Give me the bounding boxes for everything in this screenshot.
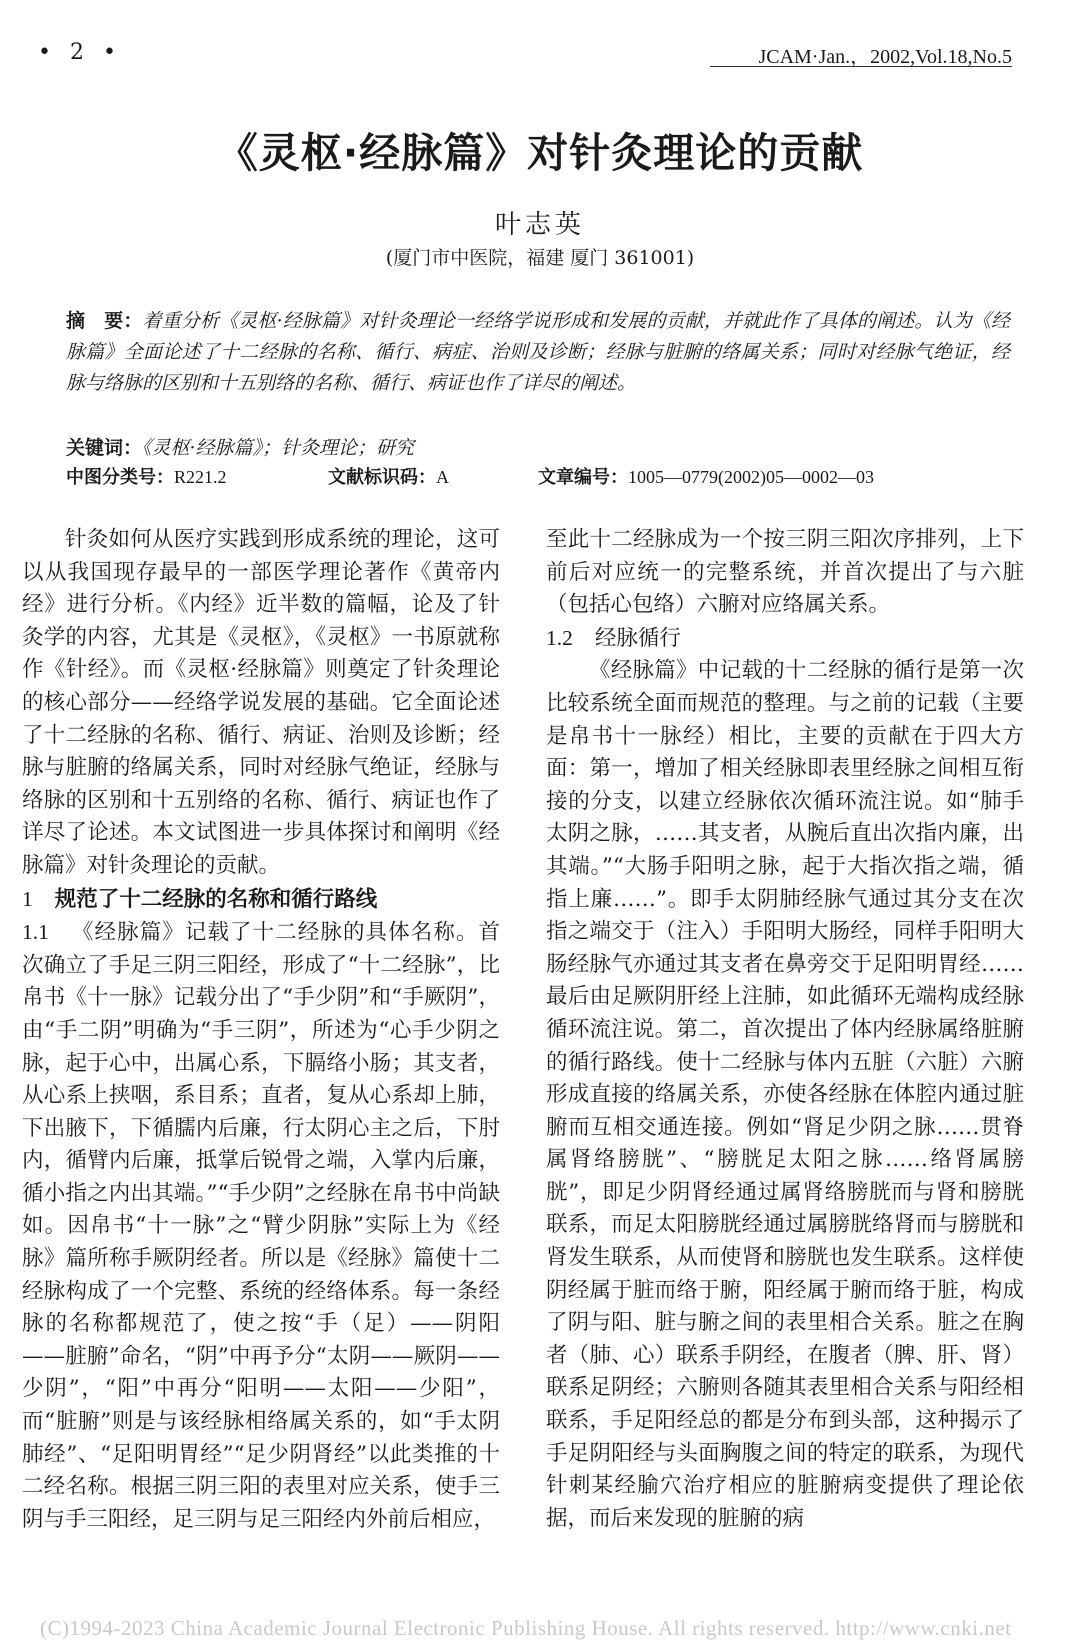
subsection-1-1 (22, 916, 500, 1536)
subsection-1-2-title: 经脉循行 (594, 625, 681, 651)
body-column-right (546, 524, 1024, 1535)
author-affiliation: (厦门市中医院，福建 厦门 361001) (385, 247, 695, 269)
clc-value: R221.2 (174, 467, 227, 487)
continued-paragraph: 至此十二经脉成为一个按三阴三阳次序排列，上下前后对应统一的完整系统，并首次提出了与六脏（包括心包络）六腑对应络属关系。 (546, 527, 1024, 618)
doc-code-label: 文献标识码： (328, 467, 436, 488)
article-number (538, 463, 874, 489)
abstract-text: 着重分析《灵枢·经脉篇》对针灸理论一经络学说形成和发展的贡献，并就此作了具体的阐述。认为《经脉篇》全面论述了十二经脉的名称、循行、病症、治则及诊断；经脉与脏腑的络属关系；同时对经脉气绝证，经脉与络脉的区别和十五别络的名称、循行、病证也作了详尽的阐述。 (66, 310, 1010, 394)
keywords (66, 433, 414, 460)
copyright-watermark: (C)1994-2023 China Academic Journal Electronic Publishing House. All rights reserved. http://www.cnki.net (40, 1616, 1012, 1640)
subsection-1-1-number: 1.1 (22, 920, 49, 945)
section-1-number: 1 (22, 886, 33, 911)
clc-number (66, 463, 227, 489)
subsection-1-2-paragraph: 《经脉篇》中记载的十二经脉的循行是第一次比较系统全面而规范的整理。与之前的记载（主要是帛书十一脉经）相比，主要的贡献在于四大方面：第一，增加了相关经脉即表里经脉之间相互衔接的分支，以建立经脉依次循环流注说。如“肺手太阴之脉，……其支者，从腕后直出次指内廉，出其端。”“大肠手阳明之脉，起于大指次指之端，循指上廉……”。即手太阴肺经脉气通过其分支在次指之端交于（注入）手阳明大肠经，同样手阳明大肠经脉气亦通过其支者在鼻旁交于足阳明胃经……最后由足厥阴肝经上注肺，如此循环无端构成经脉循环流注说。第二，首次提出了体内经脉属络脏腑的循行路线。使十二经脉与体内五脏（六脏）六腑形成直接的络属关系，亦使各经脉在体腔内通过脏腑而互相交通连接。例如“肾足少阴之脉……贯脊属肾络膀胱”、“膀胱足太阳之脉……络肾属膀胱”，即足少阴肾经通过属肾络膀胱而与肾和膀胱联系，而足太阳膀胱经通过属膀胱络肾而与膀胱和肾发生联系，从而使肾和膀胱也发生联系。这样使阴经属于脏而络于腑，阳经属于腑而络于脏，构成了阴与阳、脏与腑之间的表里相合关系。脏之在胸者（肺、心）联系手阴经，在腹者（脾、肝、肾）联系足阴经；六腑则各随其表里相合关系与阳经相联系，手足阳经总的都是分布到头部，这种揭示了手足阴阳经与头面胸腹之间的特定的联系，为现代针刺某经腧穴治疗相应的脏腑病变提供了理论依据，而后来发现的脏腑的病 (546, 658, 1024, 1531)
keywords-text: 《灵枢·经脉篇》；针灸理论；研究 (142, 437, 415, 459)
section-1-title: 规范了十二经脉的名称和循行路线 (54, 886, 378, 912)
abstract (66, 306, 1010, 399)
header-rule (710, 66, 1012, 67)
page-number: • 2 • (38, 40, 122, 65)
document-code (328, 463, 449, 489)
article-number-label: 文章编号： (538, 467, 628, 488)
subsection-1-1-text: 《经脉篇》记载了十二经脉的具体名称。首次确立了手足三阴三阳经，形成了“十二经脉”，比帛书《十一脉》记载分出了“手少阴”和“手厥阴”，由“手二阴”明确为“手三阴”，所述为“心手少阴之脉，起于心中，出属心系，下膈络小肠；其支者，从心系上挟咽，系目系；直者，复从心系却上肺，下出腋下，下循臑内后廉，行太阴心主之后，下肘内，循臂内后廉，抵掌后锐骨之端，入掌内后廉，循小指之内出其端。”“手少阴”之经脉在帛书中尚缺如。因帛书“十一脉”之“臂少阴脉”实际上为《经脉》篇所称手厥阴经者。所以是《经脉》篇使十二经脉构成了一个完整、系统的经络体系。每一条经脉的名称都规范了，使之按“手（足）——阴阳——脏腑”命名，“阴”中再予分“太阴——厥阴——少阴”，“阳”中再分“阳明——太阳——少阳”，而“脏腑”则是与该经脉相络属关系的，如“手太阴肺经”、“足阳明胃经”“足少阴肾经”以此类推的十二经名称。根据三阴三阳的表里对应关系，使手三阴与手三阳经，足三阴与足三阳经内外前后相应， (22, 920, 500, 1532)
intro-paragraph: 针灸如何从医疗实践到形成系统的理论，这可以从我国现存最早的一部医学理论著作《黄帝内经》进行分析。《内经》近半数的篇幅，论及了针灸学的内容，尤其是《灵枢》，《灵枢》一书原就称作《针经》。而《灵枢·经脉篇》则奠定了针灸理论的核心部分——经络学说发展的基础。它全面论述了十二经脉的名称、循行、病证、治则及诊断；经脉与脏腑的络属关系，同时对经脉气绝证，经脉与络脉的区别和十五别络的名称、循行、病证也作了详尽了论述。本文试图进一步具体探讨和阐明《经脉篇》对针灸理论的贡献。 (22, 527, 500, 878)
article-title: 《灵枢·经脉篇》对针灸理论的贡献 (216, 129, 864, 177)
abstract-label: 摘 要： (66, 310, 143, 332)
section-1-heading (22, 883, 500, 917)
article-number-value: 1005—0779(2002)05—0002—03 (628, 467, 874, 487)
body-column-left (22, 524, 500, 1536)
subsection-1-2-heading (546, 622, 1024, 656)
subsection-1-2-number: 1.2 (546, 625, 573, 650)
keywords-label: 关键词： (66, 437, 143, 459)
clc-label: 中图分类号： (66, 467, 174, 488)
doc-code-value: A (436, 467, 449, 487)
author-name: 叶志英 (494, 210, 585, 240)
journal-reference: JCAM·Jan.，2002,Vol.18,No.5 (758, 46, 1012, 68)
